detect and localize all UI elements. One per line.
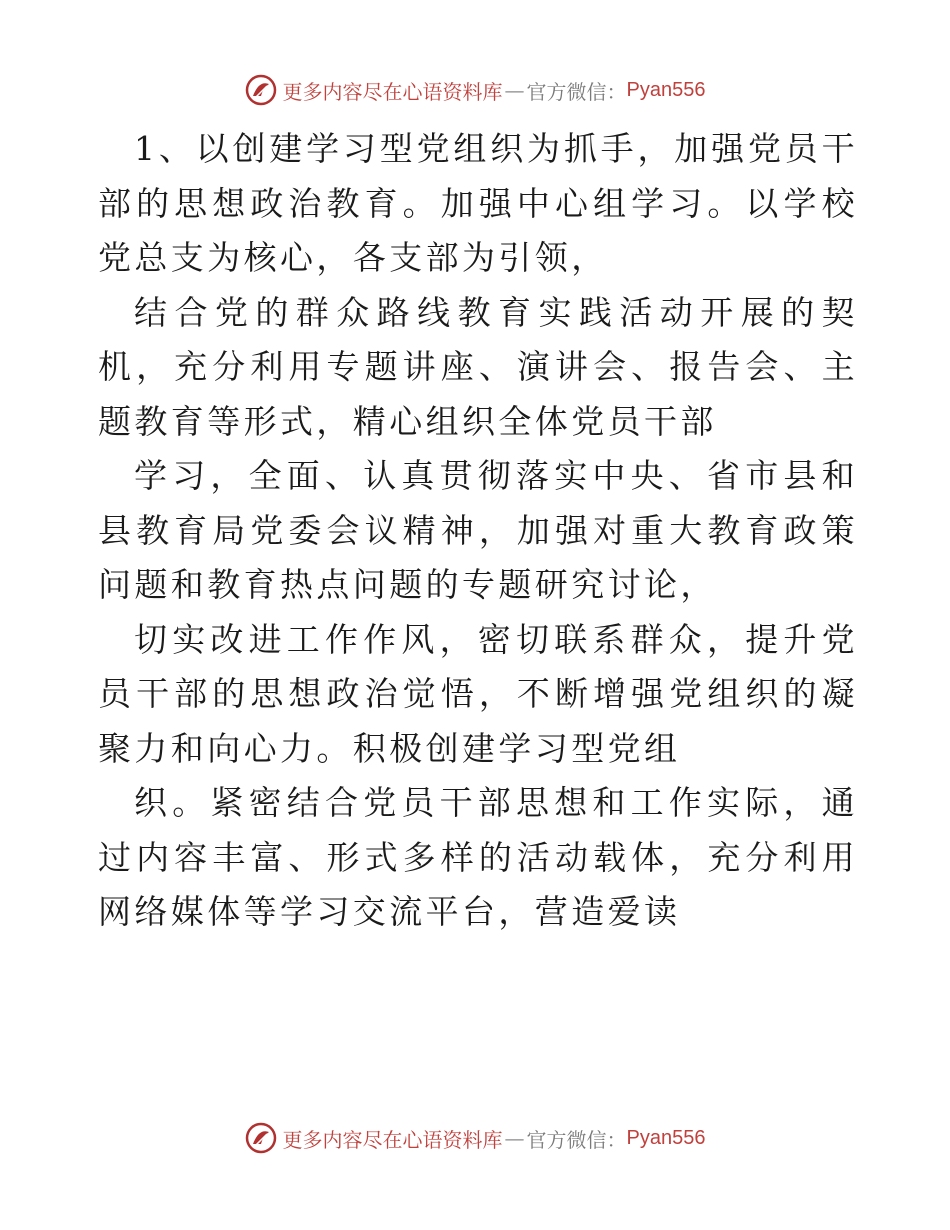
watermark-wechat-id: Pyan556 — [626, 1126, 706, 1149]
watermark-separator: — — [504, 1126, 525, 1150]
footer-watermark — [0, 1122, 950, 1154]
watermark-wechat-label: 官方微信： — [526, 79, 627, 104]
watermark-wechat-label: 官方微信： — [526, 1127, 627, 1152]
paragraph-3: 学习，全面、认真贯彻落实中央、省市县和县教育局党委会议精神，加强对重大教育政策问题和教育热点问题的专题研究讨论， — [98, 456, 858, 604]
paragraph-1: 1、以创建学习型党组织为抓手，加强党员干部的思想政治教育。加强中心组学习。以学校党总支为核心，各支部为引领， — [98, 129, 858, 277]
watermark-site-text: 更多内容尽在心语资料库 — [282, 1127, 503, 1152]
header-watermark — [0, 74, 950, 106]
watermark-wechat-id: Pyan556 — [626, 78, 706, 101]
paragraph-2: 结合党的群众路线教育实践活动开展的契机，充分利用专题讲座、演讲会、报告会、主题教育等形式，精心组织全体党员干部 — [98, 292, 858, 441]
watermark-separator: — — [504, 78, 525, 102]
paragraph-4: 切实改进工作作风，密切联系群众，提升党员干部的思想政治觉悟，不断增强党组织的凝聚力和向心力。积极创建学习型党组 — [98, 619, 858, 768]
document-body — [98, 122, 858, 940]
logo-icon — [245, 1122, 277, 1154]
paragraph-5: 织。紧密结合党员干部思想和工作实际，通过内容丰富、形式多样的活动载体，充分利用网络媒体等学习交流平台，营造爱读 — [98, 783, 858, 931]
logo-icon — [245, 74, 277, 106]
watermark-site-text: 更多内容尽在心语资料库 — [282, 79, 503, 104]
